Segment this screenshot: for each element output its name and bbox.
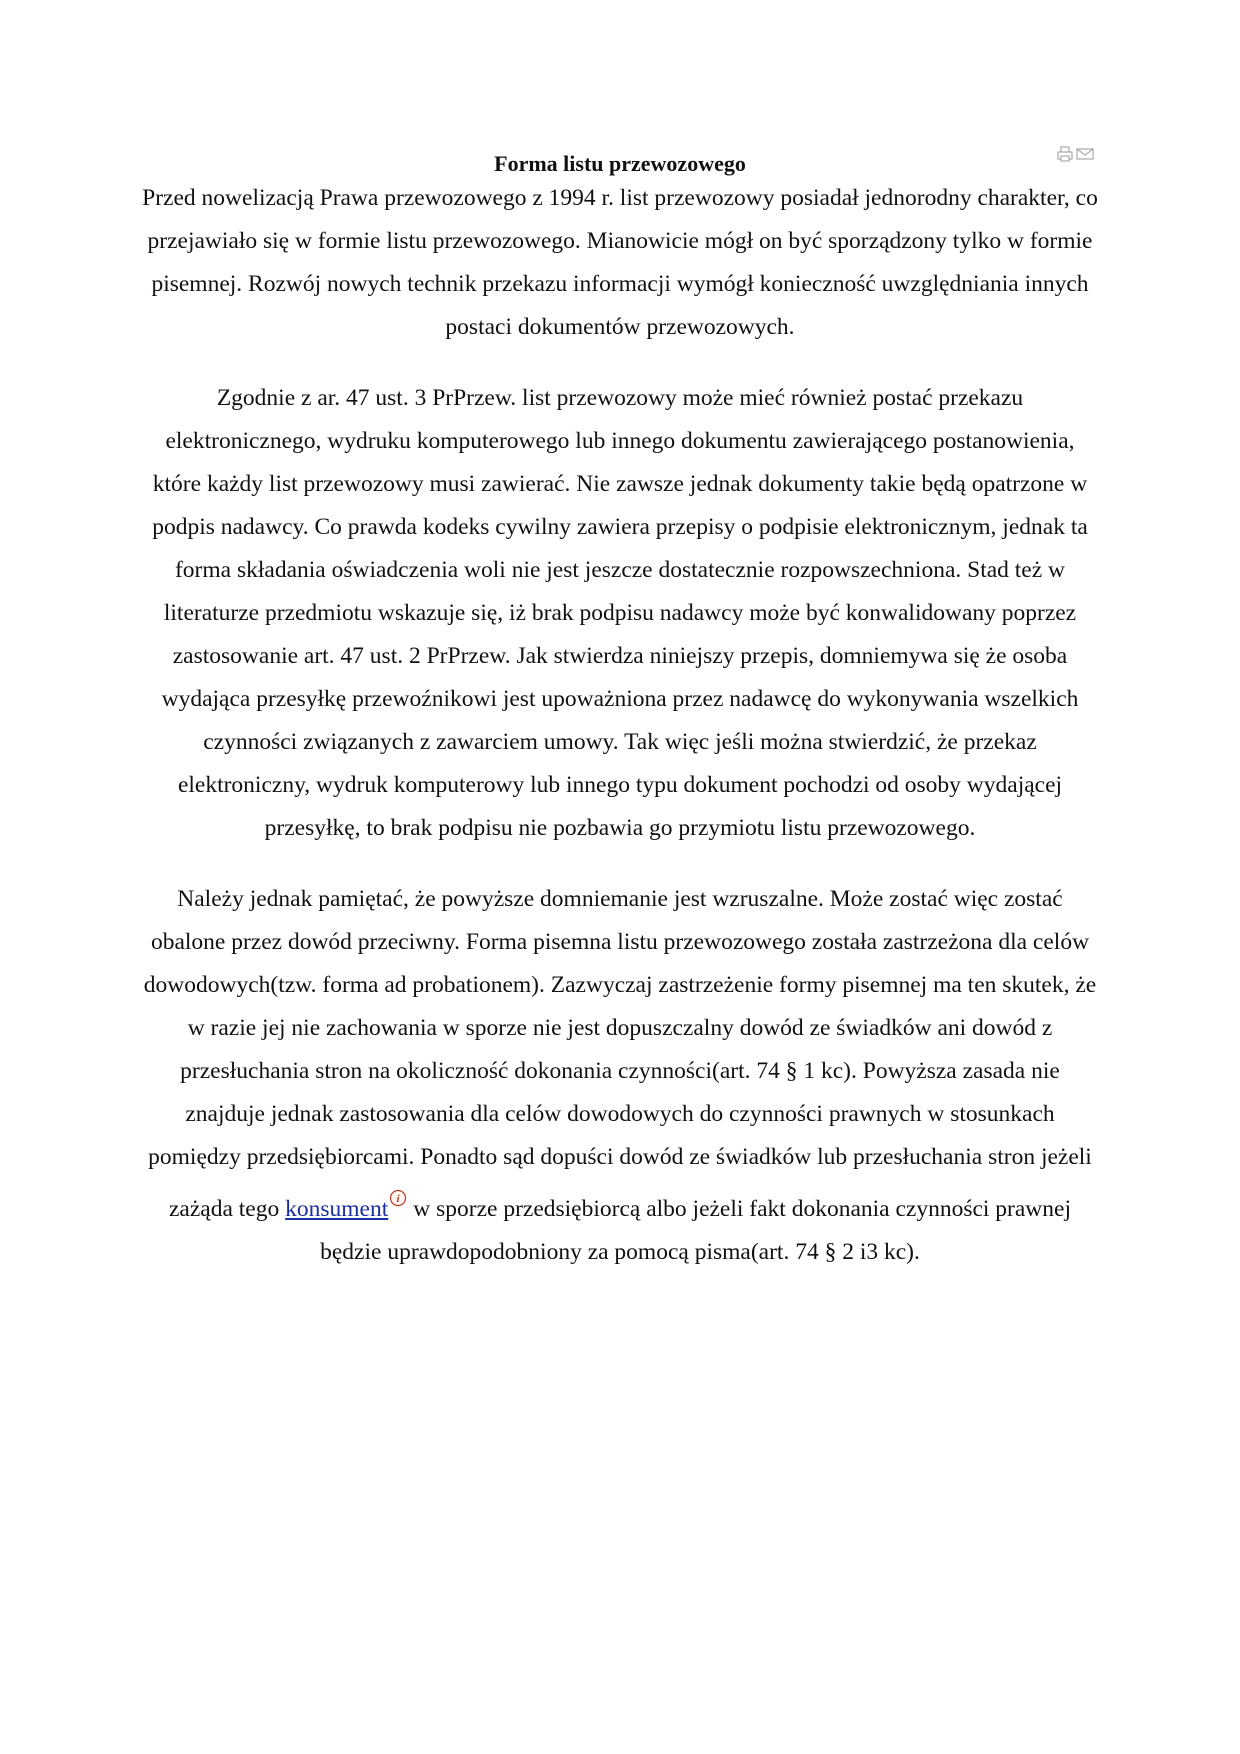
- document-body: [140, 177, 1100, 1302]
- print-icon[interactable]: [1056, 146, 1074, 162]
- email-icon[interactable]: [1076, 147, 1094, 161]
- document-title: Forma listu przewozowego: [494, 151, 746, 176]
- paragraph-2: Zgodnie z ar. 47 ust. 3 PrPrzew. list przewozowy może mieć również postać przekazu elektronicznego, wydruku komputerowego lub innego dokumentu zawierającego postanowienia, które każdy list przewozowy musi zawierać. Nie zawsze jednak dokumenty takie będą opatrzone w podpis nadawcy. Co prawda kodeks cywilny zawiera przepisy o podpisie elektronicznym, jednak ta forma składania oświadczenia woli nie jest jeszcze dostatecznie rozpowszechniona. Stad też w literaturze przedmiotu wskazuje się, iż brak podpisu nadawcy może być konwalidowany poprzez zastosowanie art. 47 ust. 2 PrPrzew. Jak stwierdza niniejszy przepis, domniemywa się że osoba wydająca przesyłkę przewoźnikowi jest upoważniona przez nadawcę do wykonywania wszelkich czynności związanych z zawarciem umowy. Tak więc jeśli można stwierdzić, że przekaz elektroniczny, wydruk komputerowy lub innego typu dokument pochodzi od osoby wydającej przesyłkę, to brak podpisu nie pozbawia go przymiotu listu przewozowego.: [152, 385, 1088, 841]
- document-actions: [1056, 146, 1094, 162]
- svg-text:i: i: [396, 1193, 400, 1205]
- paragraph-3-text-after: w sporze przedsiębiorcą albo jeżeli fakt dokonania czynności prawnej będzie uprawdopodobniony za pomocą pisma(art. 74 § 2 i3 kc).: [320, 1195, 1071, 1265]
- konsument-link[interactable]: konsument: [285, 1195, 389, 1222]
- paragraph-3-text-before: Należy jednak pamiętać, że powyższe domniemanie jest wzruszalne. Może zostać więc zostać obalone przez dowód przeciwny. Forma pisemna listu przewozowego została zastrzeżona dla celów dowodowych(tzw. forma ad probationem). Zazwyczaj zastrzeżenie formy pisemnej ma ten skutek, że w razie jej nie zachowania w sporze nie jest dopuszczalny dowód ze świadków ani dowód z przesłuchania stron na okoliczność dokonania czynności(art. 74 § 1 kc). Powyższa zasada nie znajduje jednak zastosowania dla celów dowodowych do czynności prawnych w stosunkach pomiędzy przedsiębiorcami. Ponadto sąd dopuści dowód ze świadków lub przesłuchania stron jeżeli zażąda tego: [143, 886, 1097, 1222]
- paragraph-3: [140, 878, 1100, 1274]
- info-icon[interactable]: [389, 1179, 407, 1222]
- paragraph-1: Przed nowelizacją Prawa przewozowego z 1994 r. list przewozowy posiadał jednorodny charakter, co przejawiało się w formie listu przewozowego. Mianowicie mógł on być sporządzony tylko w formie pisemnej. Rozwój nowych technik przekazu informacji wymógł konieczność uwzględniania innych postaci dokumentów przewozowych.: [142, 185, 1098, 340]
